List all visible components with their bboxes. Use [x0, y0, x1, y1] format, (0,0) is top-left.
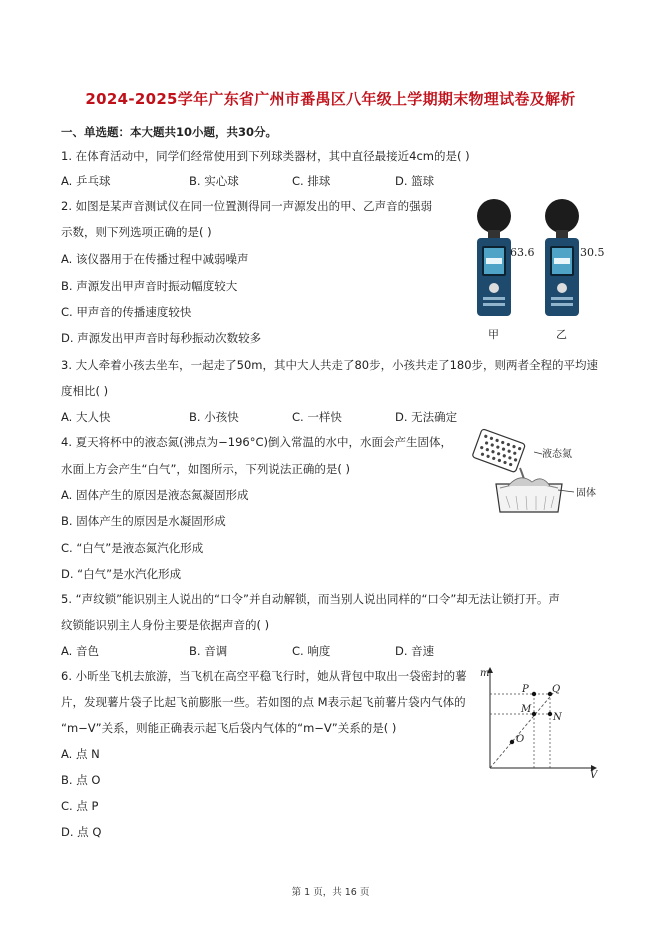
sound-meter-right-icon	[545, 199, 579, 316]
q6-option-a: A. 点 N	[61, 747, 100, 761]
label-yi: 乙	[556, 328, 567, 341]
label-p: P	[522, 684, 529, 695]
sound-meter-left-icon	[477, 199, 511, 316]
q6-option-c: C. 点 P	[61, 799, 99, 813]
q3-option-c: C. 一样快	[292, 410, 342, 424]
q2-option-c: C. 甲声音的传播速度较快	[61, 305, 192, 319]
label-o: O	[516, 734, 525, 745]
q2-option-a: A. 该仪器用于在传播过程中减弱噪声	[61, 252, 249, 266]
q5-stem-line2: 纹锁能识别主人身份主要是依据声音的( )	[61, 618, 270, 632]
q4-option-c: C. “白气”是液态氮汽化形成	[61, 541, 204, 555]
x-axis-label: V	[590, 770, 598, 780]
section-heading: 一、单选题：本大题共10小题，共30分。	[61, 125, 278, 139]
q2-stem-line2: 示数，则下列选项正确的是( )	[61, 225, 212, 239]
q1-option-c: C. 排球	[292, 174, 331, 188]
reading-right: 30.5	[580, 246, 605, 259]
q3-option-a: A. 大人快	[61, 410, 111, 424]
label-q: Q	[552, 684, 561, 695]
q6-stem-line3: “m−V”关系，则能正确表示起飞后袋内气体的“m−V”关系的是( )	[61, 721, 397, 735]
q4-option-a: A. 固体产生的原因是液态氮凝固形成	[61, 488, 249, 502]
label-n: N	[553, 712, 562, 723]
label-liquid-nitrogen: 液态氮	[542, 449, 572, 460]
q4-stem-line1: 4. 夏天将杯中的液态氮(沸点为−196°C)倒入常温的水中，水面会产生固体，	[61, 435, 452, 449]
q2-option-d: D. 声源发出甲声音时每秒振动次数较多	[61, 331, 262, 345]
q1-option-d: D. 篮球	[395, 174, 435, 188]
q5-option-c: C. 响度	[292, 644, 331, 658]
q5-option-a: A. 音色	[61, 644, 99, 658]
water-bowl-icon	[496, 478, 562, 512]
y-axis-label: m	[480, 668, 490, 679]
q5-option-d: D. 音速	[395, 644, 435, 658]
sound-meter-figure	[462, 196, 612, 346]
label-jia: 甲	[488, 328, 499, 341]
q1-option-b: B. 实心球	[189, 174, 239, 188]
q6-stem-line2: 片，发现薯片袋子比起飞前膨胀一些。若如图的点 M表示起飞前薯片袋内气体的	[61, 695, 466, 709]
point-n	[548, 712, 552, 716]
reading-left: 63.6	[510, 246, 535, 259]
q6-stem-line1: 6. 小昕坐飞机去旅游，当飞机在高空平稳飞行时，她从背包中取出一袋密封的薯	[61, 669, 467, 683]
q6-option-d: D. 点 Q	[61, 825, 102, 839]
q6-option-b: B. 点 O	[61, 773, 101, 787]
q3-option-b: B. 小孩快	[189, 410, 239, 424]
q3-stem-line2: 度相比( )	[61, 384, 109, 398]
q2-option-b: B. 声源发出甲声音时振动幅度较大	[61, 279, 238, 293]
point-p	[532, 692, 536, 696]
q5-option-b: B. 音调	[189, 644, 228, 658]
q3-option-d: D. 无法确定	[395, 410, 458, 424]
q4-option-b: B. 固体产生的原因是水凝固形成	[61, 514, 226, 528]
q4-stem-line2: 水面上方会产生“白气”，如图所示，下列说法正确的是( )	[61, 462, 351, 476]
q5-stem-line1: 5. “声纹锁”能识别主人说出的“口令”并自动解锁，而当别人说出同样的“口令”却无法让锁打开。声	[61, 592, 560, 606]
beaker-icon	[472, 429, 525, 473]
q4-option-d: D. “白气”是水汽化形成	[61, 567, 182, 581]
q3-stem-line1: 3. 大人牵着小孩去坐车，一起走了50m，其中大人共走了80步，小孩共走了180步，则两者全程的平均速	[61, 358, 599, 372]
m-v-graph	[476, 664, 600, 780]
page-title: 2024-2025学年广东省广州市番禺区八年级上学期期末物理试卷及解析	[85, 90, 576, 108]
liquid-nitrogen-figure	[470, 428, 612, 518]
page-footer: 第 1 页，共 16 页	[291, 887, 370, 898]
point-m	[532, 712, 536, 716]
point-o	[510, 740, 514, 744]
label-m: M	[521, 704, 532, 715]
q1-stem: 1. 在体育活动中，同学们经常使用到下列球类器材，其中直径最接近4cm的是( )	[61, 149, 470, 163]
label-solid: 固体	[576, 488, 596, 499]
q2-stem-line1: 2. 如图是某声音测试仪在同一位置测得同一声源发出的甲、乙声音的强弱	[61, 199, 433, 213]
q1-option-a: A. 乒乓球	[61, 174, 111, 188]
